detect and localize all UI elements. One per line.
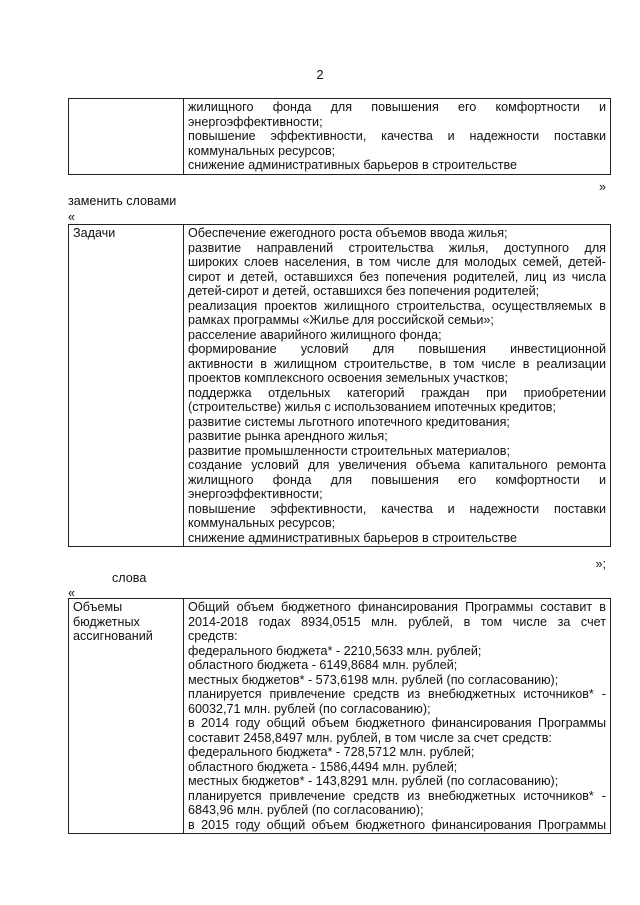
text-line: развитие направлений строительства жилья, доступного для <box>188 240 606 255</box>
text-line: широких слоев населения, в том числе для молодых семей, детей- <box>188 255 606 269</box>
words-text: слова <box>112 571 147 585</box>
replace-with-words-text: заменить словами <box>68 194 177 208</box>
text-line: местных бюджетов* - 143,8291 млн. рублей (по согласованию); <box>188 774 559 788</box>
text-line: коммунальных ресурсов; <box>188 516 336 530</box>
table-row <box>69 599 611 834</box>
tasks-table <box>68 224 611 547</box>
text-line: планируется привлечение средств из внебюджетных источников* - <box>188 788 606 803</box>
text-line: областного бюджета - 1586,4494 млн. рублей; <box>188 759 458 774</box>
opening-quote: « <box>68 210 76 224</box>
label-line: Объемы <box>73 600 123 614</box>
text-line: (строительстве) жилья с использованием ипотечных кредитов; <box>188 400 556 414</box>
text-line: проектов комплексного освоения земельных участков; <box>188 371 509 385</box>
text-line: коммунальных ресурсов; <box>188 143 336 158</box>
text-line: расселение аварийного жилищного фонда; <box>188 327 442 342</box>
text-line: сирот и детей, оставшихся без попечения родителей, лиц из числа <box>188 269 606 284</box>
table-row <box>69 99 611 175</box>
text-line: энергоэффективности; <box>188 114 323 129</box>
continuation-table <box>68 98 611 175</box>
tasks-label-cell <box>69 225 184 547</box>
text-line: развитие системы льготного ипотечного кредитования; <box>188 414 510 429</box>
page-number: 2 <box>316 67 324 82</box>
closing-quote: » <box>598 180 606 194</box>
text-line: повышение эффективности, качества и надежности поставки <box>188 129 606 143</box>
text-line: Общий объем бюджетного финансирования Программы составит в <box>188 600 606 614</box>
text-line: развитие промышленности строительных материалов; <box>188 443 510 458</box>
text-line: 6843,96 млн. рублей (по согласованию); <box>188 803 424 817</box>
text-line: планируется привлечение средств из внебюджетных источников* - <box>188 687 606 701</box>
text-line: средств: <box>188 629 238 643</box>
text-line: 2014-2018 годах 8934,0515 млн. рублей, в том числе за счет <box>188 614 606 629</box>
table-row <box>69 225 611 547</box>
text-line: детей-сирот и детей, оставшихся без попечения родителей; <box>188 284 540 298</box>
label-line: ассигнований <box>73 629 153 643</box>
text-line: жилищного фонда для повышения его комфортности и <box>188 100 606 114</box>
text-line: местных бюджетов* - 573,6198 млн. рублей (по согласованию); <box>188 672 559 687</box>
text-line: в 2014 году общий объем бюджетного финансирования Программы <box>188 716 606 730</box>
text-line: областного бюджета - 6149,8684 млн. рублей; <box>188 658 458 672</box>
text-line: жилищного фонда для повышения его комфортности и <box>188 472 606 487</box>
text-line: федерального бюджета* - 2210,5633 млн. рублей; <box>188 643 482 658</box>
text-line: развитие рынка арендного жилья; <box>188 429 388 443</box>
budget-label-cell <box>69 599 184 834</box>
text-line: формирование условий для повышения инвестиционной <box>188 342 606 356</box>
closing-quote: »; <box>595 557 606 571</box>
budget-table <box>68 598 611 834</box>
text-line: снижение административных барьеров в строительстве <box>188 158 518 172</box>
text-line: Обеспечение ежегодного роста объемов ввода жилья; <box>188 226 508 240</box>
text-line: снижение административных барьеров в строительстве <box>188 530 518 545</box>
text-line: 60032,71 млн. рублей (по согласованию); <box>188 701 431 716</box>
opening-quote: « <box>68 586 76 600</box>
text-line: поддержка отдельных категорий граждан при приобретении <box>188 385 606 400</box>
text-line: составит 2458,8497 млн. рублей, в том числе за счет средств: <box>188 730 552 745</box>
label-cell <box>69 99 184 175</box>
budget-content-cell <box>184 599 611 834</box>
text-line: энергоэффективности; <box>188 487 323 501</box>
content-cell <box>184 99 611 175</box>
text-line: создание условий для увеличения объема капитального ремонта <box>188 458 606 472</box>
tasks-content-cell <box>184 225 611 547</box>
label-line: бюджетных <box>73 614 140 629</box>
text-line: в 2015 году общий объем бюджетного финансирования Программы <box>188 817 606 832</box>
text-line: рамках программы «Жилье для российской семьи»; <box>188 313 494 327</box>
text-line: федерального бюджета* - 728,5712 млн. рублей; <box>188 745 475 759</box>
text-line: активности в жилищном строительстве, в том числе в реализации <box>188 356 606 371</box>
text-line: реализация проектов жилищного строительства, осуществляемых в <box>188 298 606 313</box>
text-line: повышение эффективности, качества и надежности поставки <box>188 501 606 516</box>
tasks-label: Задачи <box>73 226 116 240</box>
